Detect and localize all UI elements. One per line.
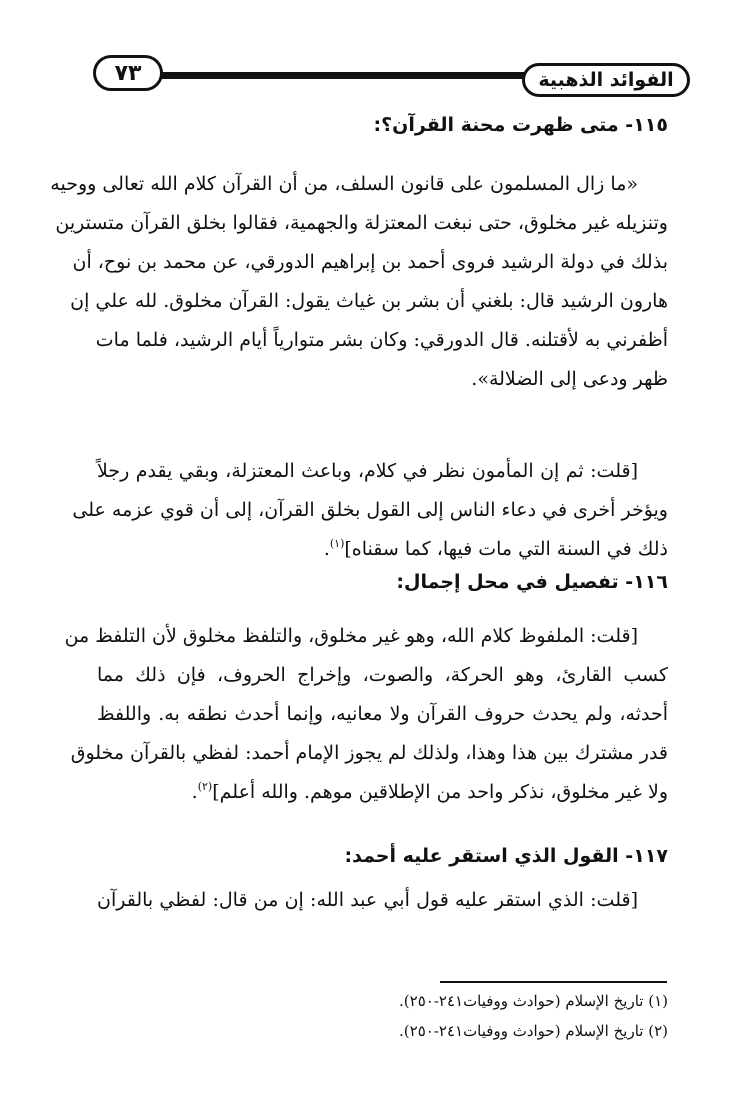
paragraph-117 [97, 881, 668, 920]
text-line: قدر مشترك بين هذا وهذا، ولذلك لم يجوز الإمام أحمد: لفظي بالقرآن مخلوق [70, 742, 668, 764]
section-heading-117: ١١٧- القول الذي استقر عليه أحمد: [344, 845, 668, 867]
section-heading-115: ١١٥- متى ظهرت محنة القرآن؟: [373, 114, 668, 136]
text-line: ذلك في السنة التي مات فيها، كما سقناه]$^{(١)}$. [323, 537, 668, 560]
text-line: أحدثه، ولم يحدث حروف القرآن ولا معانيه، وإنما أحدث نطقه به. واللفظ [97, 703, 668, 725]
section-heading-116: ١١٦- تفصيل في محل إجمال: [396, 571, 668, 593]
text-line: أظفرني به لأقتلنه. قال الدورقي: وكان بشر متوارياً أيام الرشيد، فلما مات [95, 329, 668, 351]
text-line: ويؤخر أخرى في دعاء الناس إلى القول بخلق القرآن، إلى أن قوي عزمه على [72, 499, 668, 521]
paragraph-115-quote [50, 165, 668, 399]
text-line: [قلت: الملفوظ كلام الله، وهو غير مخلوق، والتلفظ مخلوق لأن التلفظ من [64, 625, 638, 647]
text-line: هارون الرشيد قال: بلغني أن بشر بن غياث يقول: القرآن مخلوق. لله علي إن [70, 290, 668, 312]
text-line: [قلت: الذي استقر عليه قول أبي عبد الله: إن من قال: لفظي بالقرآن [97, 889, 638, 911]
running-title: الفوائد الذهبية [522, 63, 690, 97]
text-line: كسب القارئ، وهو الحركة، والصوت، وإخراج الحروف، فإن ذلك مما [97, 664, 668, 686]
footnote-rule [440, 981, 667, 983]
text-line: «ما زال المسلمون على قانون السلف، من أن القرآن كلام الله تعالى ووحيه [50, 173, 638, 195]
text-line: ولا غير مخلوق، نذكر واحد من الإطلاقين موهم. والله أعلم]$^{(٢)}$. [191, 780, 668, 803]
text-span: ولا غير مخلوق، نذكر واحد من الإطلاقين موهم. والله أعلم] [212, 781, 668, 803]
text-line: ظهر ودعى إلى الضلالة». [471, 368, 668, 390]
paragraph-115-comment [72, 452, 668, 569]
footnote-1: (١) تاريخ الإسلام (حوادث ووفيات٢٤١-٢٥٠). [399, 992, 668, 1010]
footnote-ref-2: (٢) [197, 780, 213, 793]
text-line: [قلت: ثم إن المأمون نظر في كلام، وباعث المعتزلة، وبقي يقدم رجلاً [97, 460, 638, 482]
text-line: بذلك في دولة الرشيد فروى أحمد بن إبراهيم الدورقي، عن محمد بن نوح، أن [72, 251, 668, 273]
text-span: ذلك في السنة التي مات فيها، كما سقناه] [344, 538, 668, 560]
footnote-2: (٢) تاريخ الإسلام (حوادث ووفيات٢٤١-٢٥٠). [399, 1022, 668, 1040]
text-line: وتنزيله غير مخلوق، حتى نبغت المعتزلة والجهمية، فقالوا بخلق القرآن متسترين [55, 212, 668, 234]
page-number: ٧٣ [93, 55, 163, 91]
paragraph-116 [64, 617, 668, 812]
footnote-ref-1: (١) [329, 537, 345, 550]
